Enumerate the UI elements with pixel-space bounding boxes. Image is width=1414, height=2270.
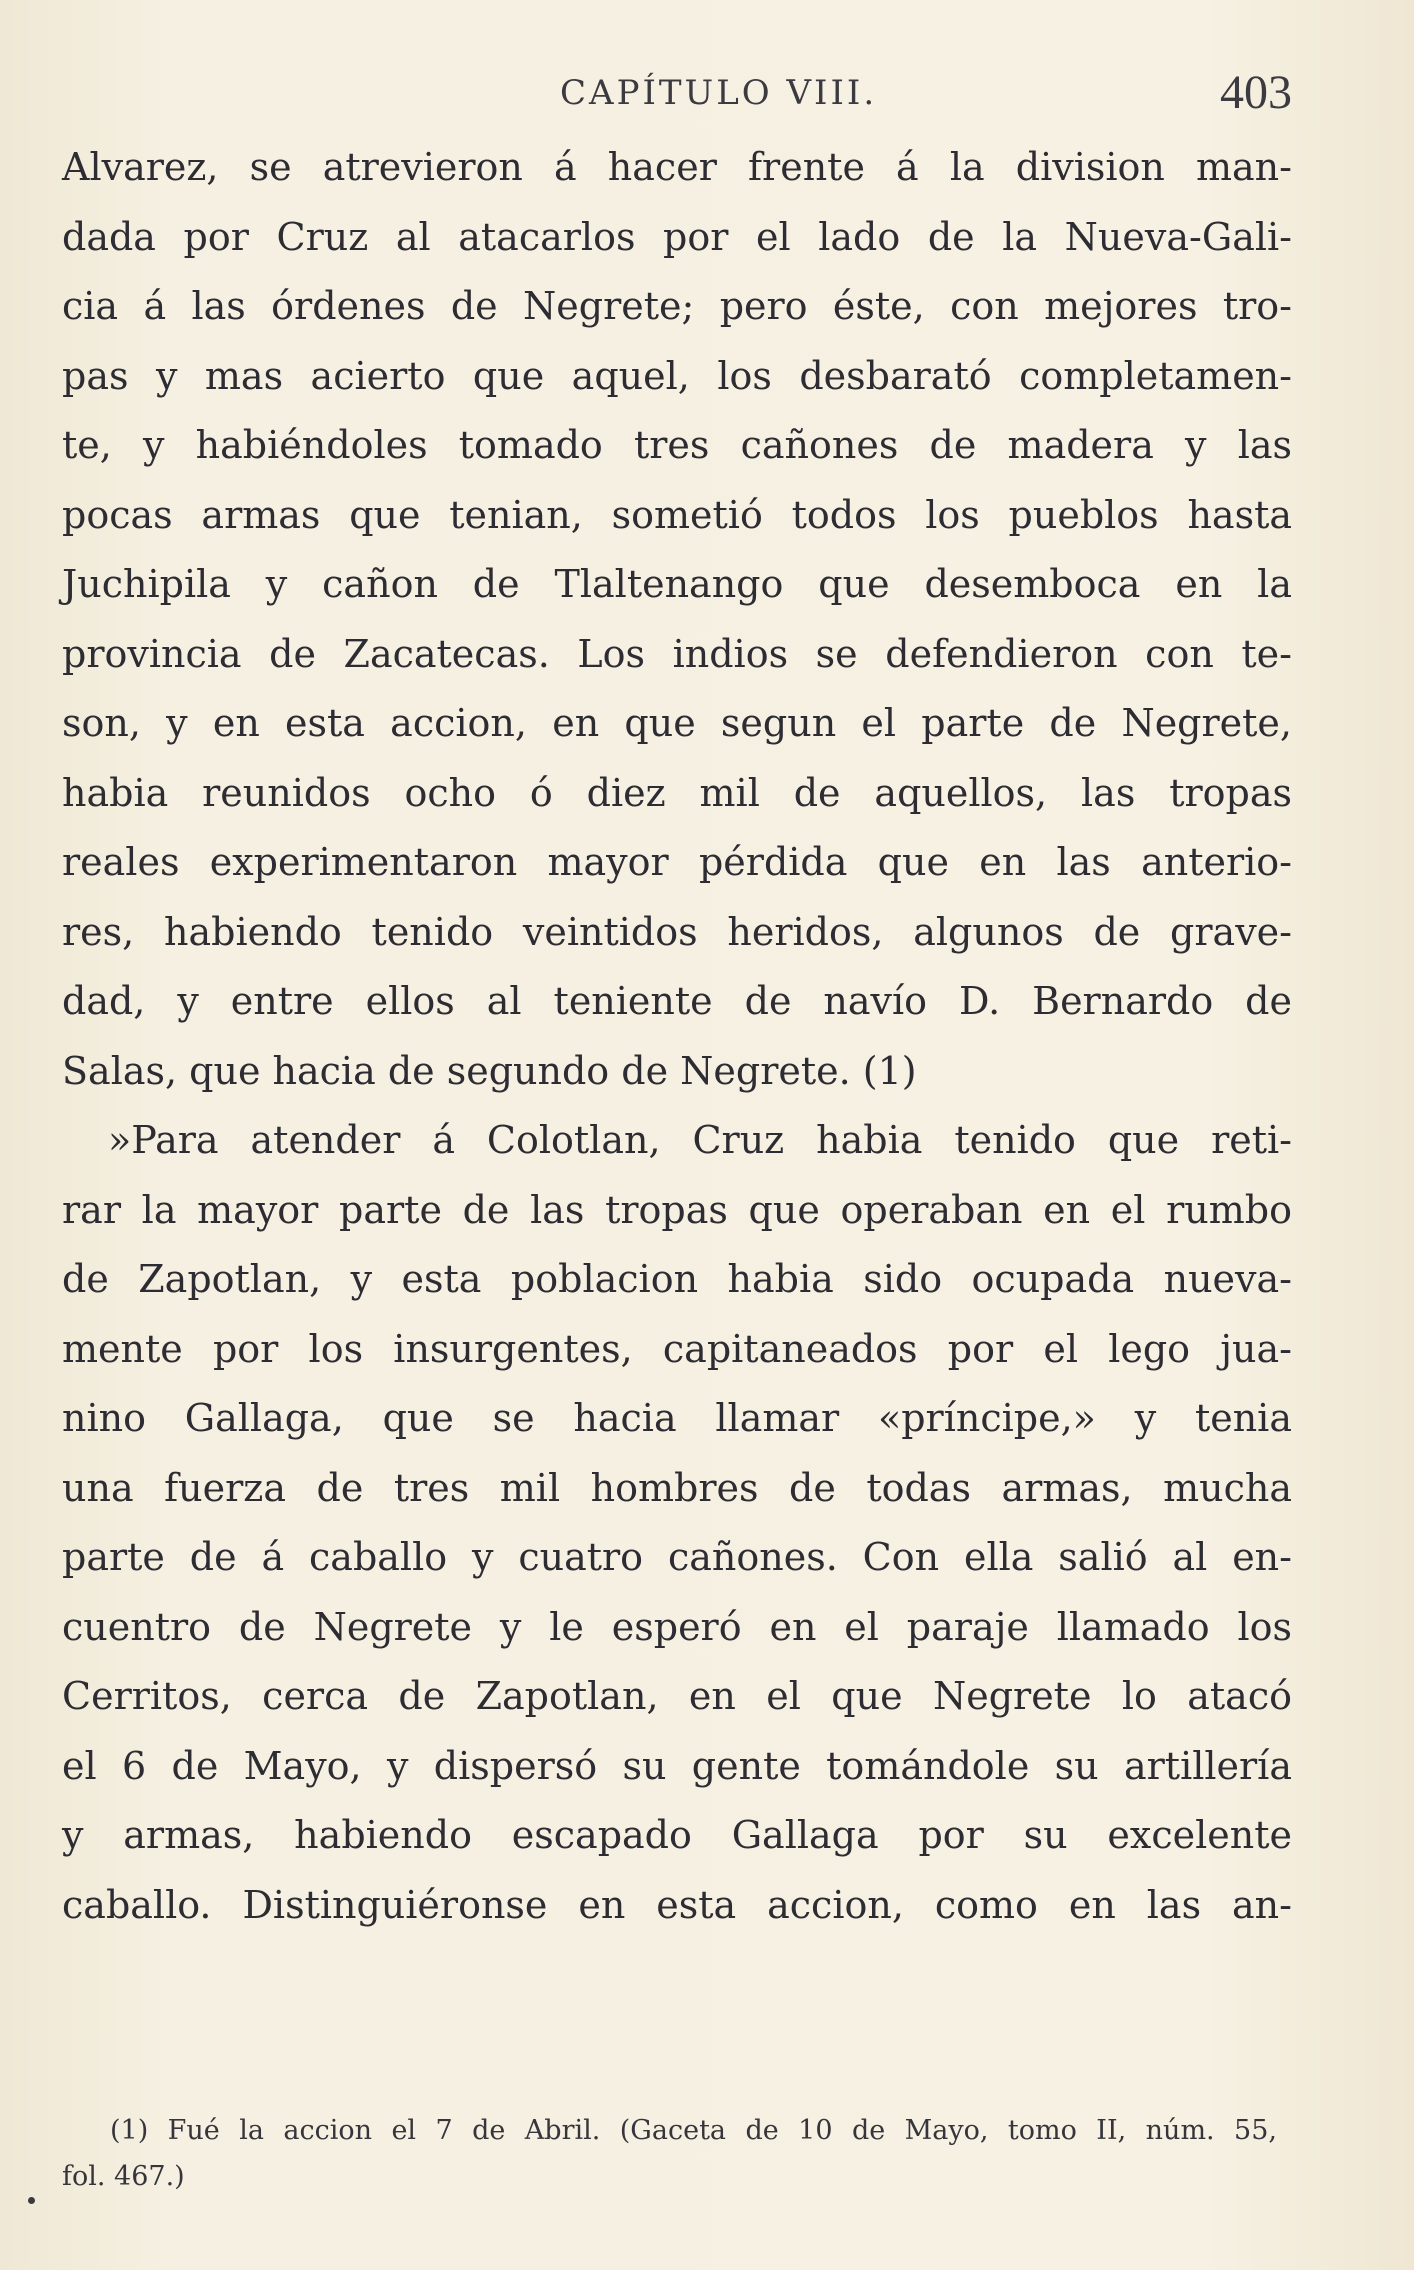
text-line: de Zapotlan, y esta poblacion habia sido ocupada nueva-: [62, 1257, 1292, 1301]
footnote-line: (1) Fué la accion el 7 de Abril. (Gaceta de 10 de Mayo, tomo II, núm. 55,: [110, 2115, 1277, 2146]
text-line: Salas, que hacia de segundo de Negrete. (1): [62, 1048, 917, 1093]
text-line: Juchipila y cañon de Tlaltenango que desemboca en la: [62, 562, 1292, 606]
text-line: res, habiendo tenido veintidos heridos, algunos de grave-: [62, 909, 1292, 954]
text-line: parte de á caballo y cuatro cañones. Con ella salió al en-: [62, 1535, 1292, 1579]
text-line: provincia de Zacatecas. Los indios se defendieron con te-: [62, 631, 1292, 676]
running-header: [0, 58, 1414, 128]
text-line: Alvarez, se atrevieron á hacer frente á la division man-: [62, 145, 1292, 189]
text-line: reales experimentaron mayor pérdida que en las anterio-: [62, 840, 1292, 884]
body-text: [62, 133, 1292, 1940]
text-line: dada por Cruz al atacarlos por el lado de la Nueva-Gali-: [62, 214, 1292, 259]
text-line: mente por los insurgentes, capitaneados por el lego jua-: [62, 1326, 1292, 1371]
page-number: 403: [1220, 66, 1292, 119]
text-line: cia á las órdenes de Negrete; pero éste, con mejores tro-: [62, 284, 1292, 328]
text-line: dad, y entre ellos al teniente de navío D. Bernardo de: [62, 979, 1292, 1023]
text-line: habia reunidos ocho ó diez mil de aquellos, las tropas: [62, 770, 1292, 815]
text-line: nino Gallaga, que se hacia llamar «príncipe,» y tenia: [62, 1396, 1292, 1440]
chapter-heading: CAPÍTULO VIII.: [560, 73, 878, 113]
text-line: te, y habiéndoles tomado tres cañones de madera y las: [62, 423, 1292, 467]
text-line: el 6 de Mayo, y dispersó su gente tomándole su artillería: [62, 1743, 1292, 1788]
text-line: pas y mas acierto que aquel, los desbarató completamen-: [62, 353, 1292, 398]
text-line: cuentro de Negrete y le esperó en el paraje llamado los: [62, 1604, 1292, 1649]
footnote-line: fol. 467.): [62, 2161, 185, 2192]
ink-speck: [28, 2197, 35, 2204]
text-line: son, y en esta accion, en que segun el parte de Negrete,: [62, 701, 1292, 745]
text-line: »Para atender á Colotlan, Cruz habia tenido que reti-: [108, 1118, 1292, 1162]
text-line: rar la mayor parte de las tropas que operaban en el rumbo: [62, 1187, 1292, 1232]
text-line: caballo. Distinguiéronse en esta accion, como en las an-: [62, 1882, 1292, 1927]
text-line: una fuerza de tres mil hombres de todas armas, mucha: [62, 1465, 1292, 1510]
text-line: pocas armas que tenian, sometió todos los pueblos hasta: [62, 492, 1292, 537]
text-line: Cerritos, cerca de Zapotlan, en el que Negrete lo atacó: [62, 1674, 1292, 1718]
text-line: y armas, habiendo escapado Gallaga por su excelente: [62, 1813, 1292, 1857]
footnote: [62, 2108, 1277, 2200]
